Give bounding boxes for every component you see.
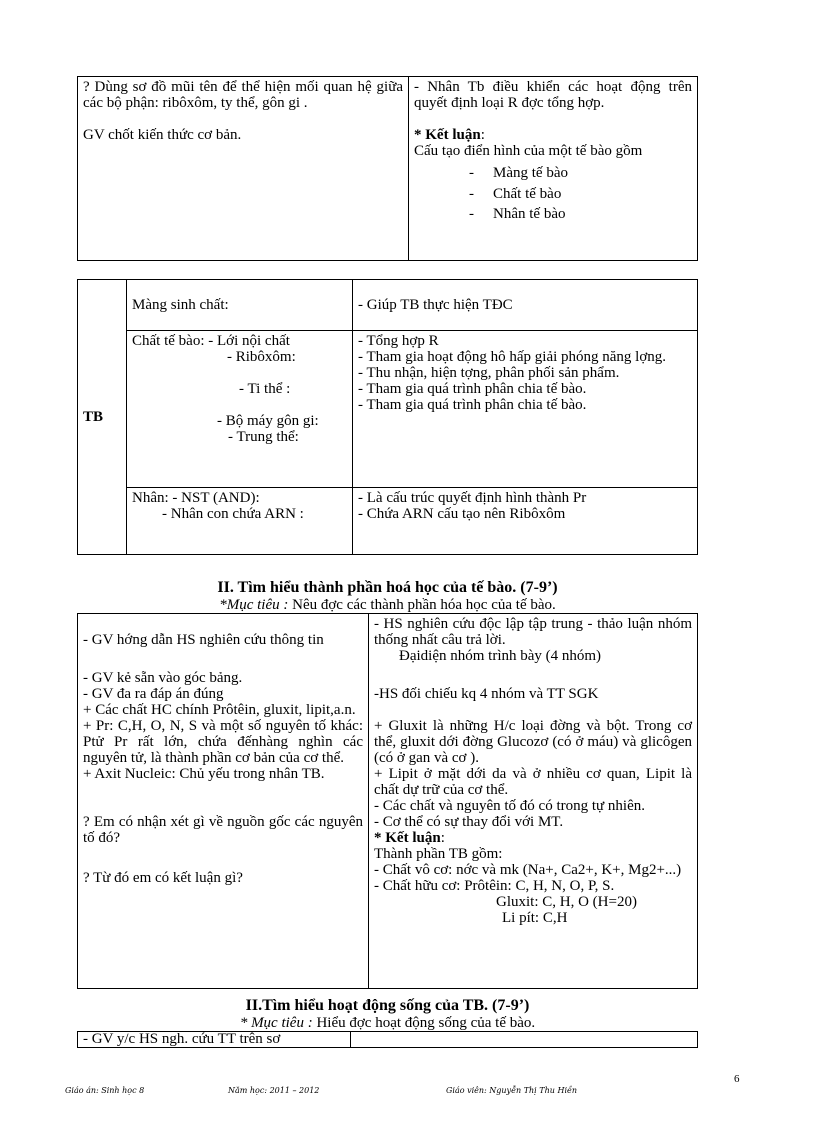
teacher-question: ? Em có nhận xét gì về nguồn gốc các nguyên tố đó? (83, 814, 363, 846)
teacher-text: GV chốt kiến thức cơ bản. (83, 127, 242, 143)
table-2 (77, 279, 698, 555)
membrane-label: Màng sinh chất: (127, 280, 353, 331)
conclusion-line: - Chất hữu cơ: Prôtêin: C, H, N, O, P, S. (374, 878, 615, 894)
function-text: - Tổng hợp R (358, 333, 439, 349)
cytoplasm-function-cell (353, 331, 698, 488)
organelle-label: - Ti thể : (239, 381, 291, 397)
student-activity: - Các chất và nguyên tố đó có trong tự nhiên. (374, 798, 645, 814)
teacher-activity: + Axit Nucleic: Chủ yếu trong nhân TB. (83, 766, 325, 782)
teacher-activities-cell (78, 614, 369, 989)
tb-label: TB (78, 280, 127, 555)
student-activity: + Lipit ở mặt dới da và ở nhiều cơ quan, Lipit là chất dự trữ của cơ thể. (374, 766, 692, 798)
conclusion-title: * Kết luận (414, 127, 481, 143)
function-text: - Là cấu trúc quyết định hình thành Pr (358, 490, 587, 506)
nucleus-text: - Nhân Tb điều khiển các hoạt động trên quyết định loại R đợc tổng hợp. (414, 79, 692, 111)
table-4-left-cell: - GV y/c HS ngh. cứu TT trên sơ (78, 1032, 351, 1048)
organelle-label: - Bộ máy gôn gi: (217, 413, 319, 429)
conclusion-line: Thành phần TB gồm: (374, 846, 503, 862)
table-1 (77, 76, 698, 261)
section-3-objective: * Mục tiêu : Hiểu đợc hoạt động sống của tế bào. (239, 1015, 536, 1031)
function-text: - Chứa ARN cấu tạo nên Ribôxôm (358, 506, 566, 522)
function-text: - Tham gia hoạt động hô hấp giải phóng năng lợng. (358, 349, 667, 365)
conclusion-text: Cấu tạo điển hình của một tế bào gồm (414, 143, 643, 159)
student-activity: + Gluxit là những H/c loại đờng và bột. Trong cơ thể, gluxit dới đờng Glucozơ (có ở máu) và glicôgen (có ở gan và cơ ). (374, 718, 692, 766)
function-text: - Tham gia quá trình phân chia tế bào. (358, 381, 587, 397)
teacher-activity: + Pr: C,H, O, N, S và một số nguyên tố khác: Ptử Pr rất lớn, chứa đếnhàng nghìn các nguyên tử, là thành phần cơ bản của cơ thể. (83, 718, 363, 766)
table-3 (77, 613, 698, 989)
question-text: ? Dùng sơ đồ mũi tên để thể hiện mối quan hệ giữa các bộ phận: ribôxôm, ty thể, gôn gi . (83, 79, 403, 111)
section-2-heading: II. Tìm hiểu thành phần hoá học của tế bào. (7-9’) (217, 579, 558, 596)
student-activity: Đạidiện nhóm trình bày (4 nhóm) (399, 648, 602, 664)
teacher-question: ? Từ đó em có kết luận gì? (83, 870, 243, 886)
organelle-label: Chất tế bào: - Lới nội chất (132, 333, 290, 349)
function-text: - Tham gia quá trình phân chia tế bào. (358, 397, 587, 413)
teacher-activity: - GV đa ra đáp án đúng (83, 686, 224, 702)
table-1-left-cell (78, 77, 409, 261)
teacher-activity: - GV hớng dẫn HS nghiên cứu thông tin (83, 632, 324, 648)
table-4 (77, 1031, 698, 1048)
list-item: - Chất tế bào (414, 184, 692, 205)
footer-teacher: Giáo viên: Nguyễn Thị Thu Hiền (446, 1086, 578, 1095)
membrane-function: - Giúp TB thực hiện TĐC (353, 280, 698, 331)
nucleus-label: Nhân: - NST (AND): (132, 490, 260, 506)
section-2-objective: *Mục tiêu : Nêu đợc các thành phần hóa học của tế bào. (219, 597, 556, 613)
student-activity: - Cơ thể có sự thay đổi với MT. (374, 814, 564, 830)
page-number: 6 (734, 1073, 740, 1085)
teacher-activity: - GV kẻ sẵn vào góc bảng. (83, 670, 243, 686)
section-3-heading: II.Tìm hiểu hoạt động sống của TB. (7-9’) (245, 997, 530, 1014)
conclusion-line: - Chất vô cơ: nớc và mk (Na+, Ca2+, K+, Mg2+...) (374, 862, 682, 878)
conclusion-line: Gluxit: C, H, O (H=20) (496, 894, 637, 910)
teacher-activity: + Các chất HC chính Prôtêin, gluxit, lipit,a.n. (83, 702, 356, 718)
footer-year: Năm học: 2011 – 2012 (228, 1086, 320, 1095)
table-4-right-cell (351, 1032, 698, 1048)
nucleus-cell (127, 488, 353, 555)
student-activity: - HS nghiên cứu độc lập tập trung - thảo luận nhóm thống nhất câu trả lời. (374, 616, 692, 648)
nucleolus-label: - Nhân con chứa ARN : (162, 506, 304, 522)
list-item: - Nhân tế bào (414, 205, 692, 221)
cytoplasm-cell (127, 331, 353, 488)
student-activity: -HS đối chiếu kq 4 nhóm và TT SGK (374, 686, 599, 702)
conclusion-title: * Kết luận (374, 830, 441, 846)
list-item: - Màng tế bào (414, 163, 692, 184)
nucleus-function-cell (353, 488, 698, 555)
table-1-right-cell: - Nhân Tb điều khiển các hoạt động trên quyết định loại R đợc tổng hợp. * Kết luận: Cấu tạo điển hình của một tế bào gồm - Màng tế bào - Chất tế bào - Nhân tế bào (409, 77, 698, 261)
footer-subject: Giáo án: Sinh học 8 (65, 1086, 145, 1095)
organelle-label: - Ribôxôm: (227, 349, 296, 365)
conclusion-line: Li pít: C,H (502, 910, 568, 926)
student-activities-cell: - HS nghiên cứu độc lập tập trung - thảo luận nhóm thống nhất câu trả lời. Đạidiện nhóm trình bày (4 nhóm) -HS đối chiếu kq 4 nhóm và TT SGK + Gluxit là những H/c loại đờng và bột. Trong cơ thể, gluxit dới đờng Glucozơ (có ở máu) và glicôgen (có ở gan và cơ ). + Lipit ở mặt dới da và ở nhiều cơ quan, Lipit là chất dự trữ của cơ thể. - Các chất và nguyên tố đó có trong tự nhiên. - Cơ thể có sự thay đổi với MT. * Kết luận: Thành phần TB gồm: - Chất vô cơ: nớc và mk (Na+, Ca2+, K+, Mg2+...) - Chất hữu cơ: Prôtêin: C, H, N, O, P, S. Gluxit: C, H, O (H=20) Li pít: C,H (369, 614, 698, 989)
organelle-label: - Trung thể: (228, 429, 299, 445)
function-text: - Thu nhận, hiện tợng, phân phối sản phẩm. (358, 365, 620, 381)
